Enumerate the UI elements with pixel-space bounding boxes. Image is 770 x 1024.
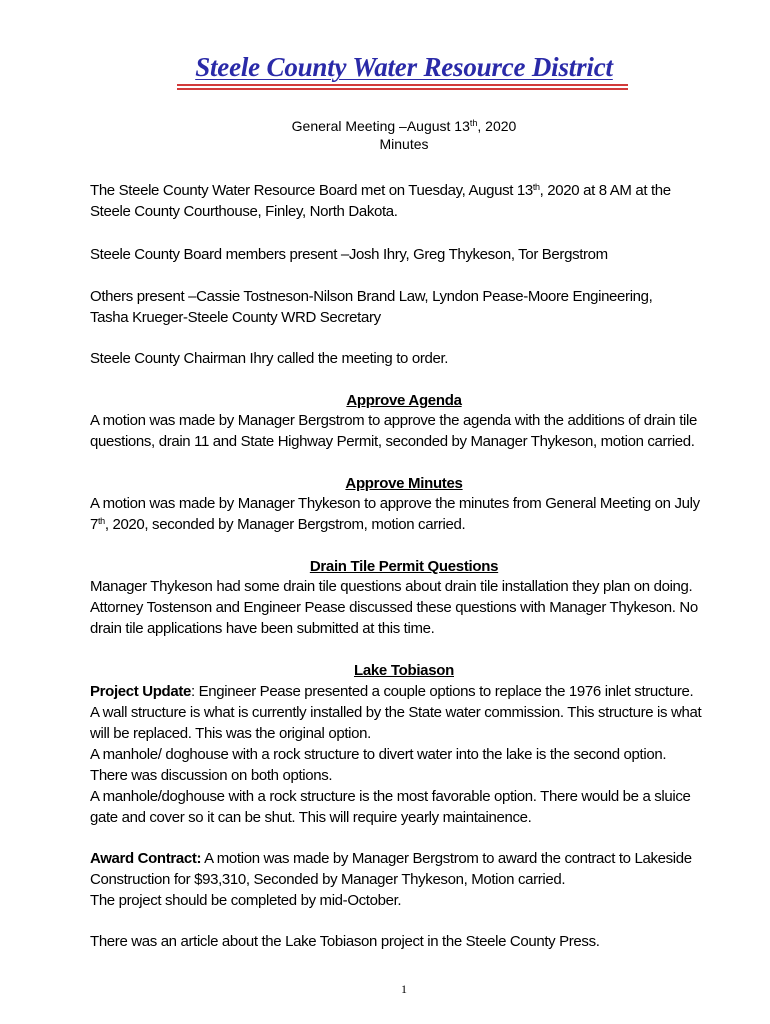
heading-approve-minutes: Approve Minutes <box>345 475 463 492</box>
title-rule-top <box>177 84 628 86</box>
document-title: Steele County Water Resource District <box>195 52 613 82</box>
minutes-paragraph: A motion was made by Manager Thykeson to approve the minutes from General Meeting on July 7th, 2020, seconded by Manager Bergstrom, motion carried. <box>90 495 700 533</box>
heading-approve-agenda: Approve Agenda <box>346 392 462 409</box>
intro-paragraph: The Steele County Water Resource Board met on Tuesday, August 13th, 2020 at 8 AM at the Steele County Courthouse, Finley, North Dakota. <box>90 182 671 220</box>
others-present: Others present –Cassie Tostneson-Nilson Brand Law, Lyndon Pease-Moore Engineering, Tasha Krueger-Steele County WRD Secretary <box>90 288 653 326</box>
award-contract-paragraph: Award Contract: A motion was made by Manager Bergstrom to award the contract to Lakeside Construction for $93,310, Seconded by Manager Thykeson, Motion carried. The project should be completed by mid-October. <box>90 850 692 909</box>
meeting-date: General Meeting –August 13th, 2020 <box>291 118 517 134</box>
article-note: There was an article about the Lake Tobiason project in the Steele County Press. <box>90 933 600 950</box>
page-number: 1 <box>401 982 407 996</box>
board-present: Steele County Board members present –Josh Ihry, Greg Thykeson, Tor Bergstrom <box>90 246 608 263</box>
lake-project-paragraph: Project Update: Engineer Pease presented a couple options to replace the 1976 inlet structure. A wall structure is what is currently installed by the State water commission. This structure is what will be replaced. This was the original option. A manhole/ doghouse with a rock structure to divert water into the lake is the second option. There was discussion on both options. A manhole/doghouse with a rock structure is the most favorable option. There would be a sluice gate and cover so it can be shut. This will require yearly maintainence. <box>90 683 702 826</box>
drain-tile-paragraph: Manager Thykeson had some drain tile questions about drain tile installation they plan on doing. Attorney Tostenson and Engineer Pease discussed these questions with Manager Thykeson. No drain tile applications have been submitted at this time. <box>90 578 698 637</box>
heading-lake-tobiason: Lake Tobiason <box>353 662 454 679</box>
minutes-label: Minutes <box>379 136 429 152</box>
call-to-order: Steele County Chairman Ihry called the meeting to order. <box>90 350 449 367</box>
heading-drain-tile: Drain Tile Permit Questions <box>309 558 499 575</box>
title-rule-bottom <box>177 88 628 90</box>
agenda-paragraph: A motion was made by Manager Bergstrom to approve the agenda with the additions of drain tile questions, drain 11 and State Highway Permit, seconded by Manager Thykeson, motion carried. <box>90 412 697 450</box>
